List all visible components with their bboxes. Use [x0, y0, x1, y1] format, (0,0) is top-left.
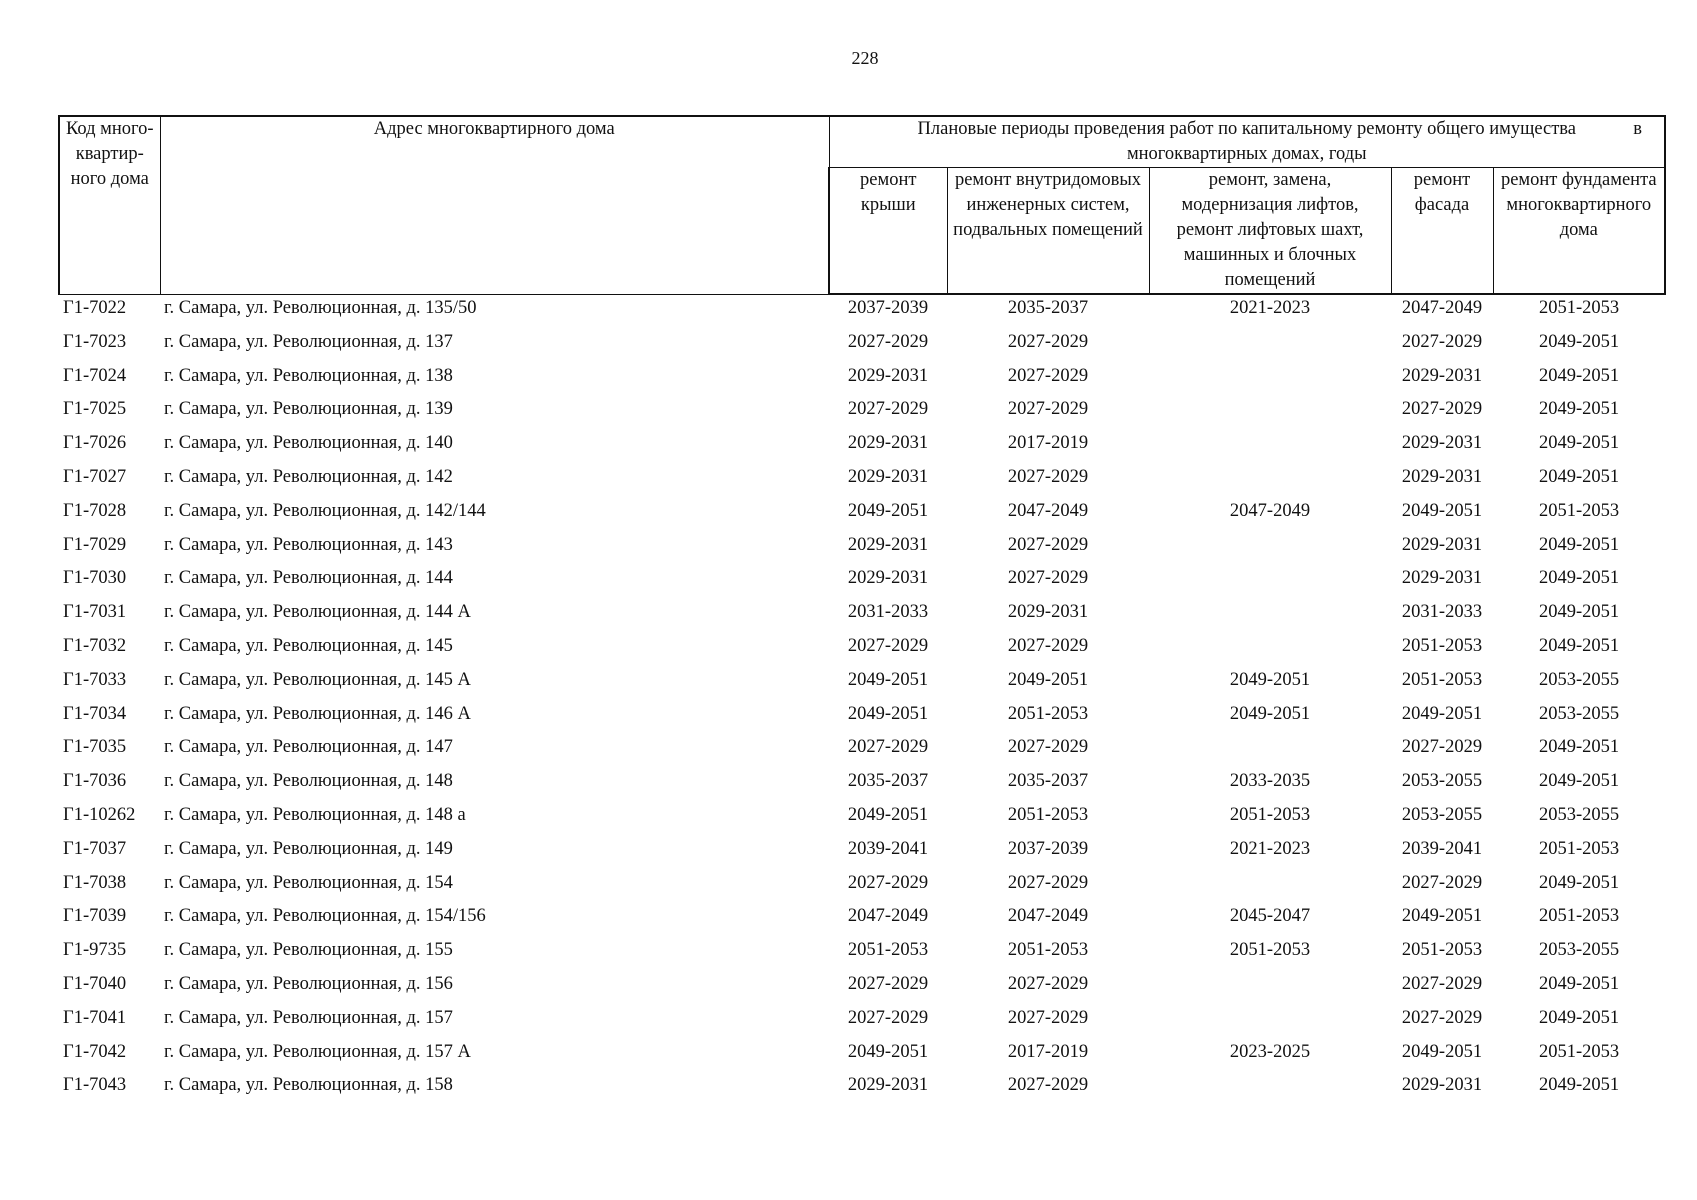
cell-foundation: 2049-2051	[1538, 1007, 1620, 1028]
cell-lifts	[1149, 396, 1391, 430]
cell-roof: 2049-2051	[847, 1041, 929, 1062]
table-row	[59, 768, 1665, 802]
cell-address: г. Самара, ул. Революционная, д. 135/50	[164, 297, 477, 318]
cell-address: г. Самара, ул. Революционная, д. 139	[164, 399, 453, 420]
cell-lifts	[1149, 532, 1391, 566]
table-row	[59, 430, 1665, 464]
cell-facade: 2049-2051	[1401, 703, 1483, 724]
cell-address: г. Самара, ул. Революционная, д. 142/144	[164, 500, 486, 521]
cell-lifts: 2049-2051	[1229, 703, 1311, 724]
cell-facade: 2029-2031	[1401, 1075, 1483, 1096]
cell-roof: 2049-2051	[847, 804, 929, 825]
cell-address: г. Самара, ул. Революционная, д. 146 А	[164, 703, 471, 724]
cell-lifts	[1149, 1072, 1391, 1106]
cell-code: Г1-7036	[63, 771, 127, 792]
cell-roof: 2029-2031	[847, 433, 929, 454]
cell-engineering: 2051-2053	[1007, 703, 1089, 724]
cell-code: Г1-7028	[63, 500, 127, 521]
cell-foundation: 2049-2051	[1538, 534, 1620, 555]
cell-facade: 2029-2031	[1401, 466, 1483, 487]
cell-address: г. Самара, ул. Революционная, д. 158	[164, 1075, 453, 1096]
cell-roof: 2029-2031	[847, 568, 929, 589]
cell-engineering: 2037-2039	[1007, 838, 1089, 859]
cell-facade: 2047-2049	[1401, 298, 1483, 318]
cell-engineering: 2027-2029	[1007, 568, 1089, 589]
cell-code: Г1-7025	[63, 399, 127, 420]
cell-foundation: 2049-2051	[1538, 872, 1620, 893]
cell-lifts	[1149, 430, 1391, 464]
table-row	[59, 802, 1665, 836]
cell-engineering: 2027-2029	[1007, 973, 1089, 994]
cell-code: Г1-7038	[63, 872, 127, 893]
table-row	[59, 565, 1665, 599]
cell-lifts	[1149, 1005, 1391, 1039]
cell-lifts	[1149, 870, 1391, 904]
cell-roof: 2027-2029	[847, 872, 929, 893]
cell-lifts: 2047-2049	[1229, 500, 1311, 521]
cell-address: г. Самара, ул. Революционная, д. 143	[164, 534, 453, 555]
table-row	[59, 633, 1665, 667]
cell-code: Г1-7024	[63, 365, 127, 386]
cell-address: г. Самара, ул. Революционная, д. 157 А	[164, 1041, 471, 1062]
cell-foundation: 2049-2051	[1538, 771, 1620, 792]
cell-facade: 2029-2031	[1401, 534, 1483, 555]
cell-address: г. Самара, ул. Революционная, д. 157	[164, 1007, 453, 1028]
cell-code: Г1-7031	[63, 602, 127, 623]
cell-engineering: 2017-2019	[1007, 1041, 1089, 1062]
cell-address: г. Самара, ул. Революционная, д. 140	[164, 433, 453, 454]
cell-roof: 2037-2039	[847, 298, 929, 318]
cell-roof: 2035-2037	[847, 771, 929, 792]
cell-foundation: 2051-2053	[1538, 500, 1620, 521]
cell-roof: 2027-2029	[847, 399, 929, 420]
cell-roof: 2027-2029	[847, 635, 929, 656]
cell-code: Г1-7027	[63, 466, 127, 487]
table-row	[59, 937, 1665, 971]
cell-facade: 2053-2055	[1401, 771, 1483, 792]
cell-code: Г1-7022	[63, 297, 127, 318]
cell-address: г. Самара, ул. Революционная, д. 155	[164, 940, 453, 961]
cell-facade: 2029-2031	[1401, 433, 1483, 454]
cell-engineering: 2035-2037	[1007, 298, 1089, 318]
table-row	[59, 1005, 1665, 1039]
cell-engineering: 2027-2029	[1007, 872, 1089, 893]
cell-lifts	[1149, 565, 1391, 599]
cell-roof: 2049-2051	[847, 669, 929, 690]
cell-foundation: 2049-2051	[1538, 973, 1620, 994]
cell-code: Г1-7040	[63, 973, 127, 994]
cell-engineering: 2051-2053	[1007, 804, 1089, 825]
cell-engineering: 2035-2037	[1007, 771, 1089, 792]
cell-lifts	[1149, 464, 1391, 498]
cell-lifts: 2023-2025	[1229, 1041, 1311, 1062]
header-periods	[829, 116, 1665, 168]
cell-roof: 2049-2051	[847, 500, 929, 521]
cell-facade: 2053-2055	[1401, 804, 1483, 825]
cell-facade: 2049-2051	[1401, 500, 1483, 521]
cell-foundation: 2049-2051	[1538, 602, 1620, 623]
cell-address: г. Самара, ул. Революционная, д. 145	[164, 635, 453, 656]
cell-address: г. Самара, ул. Революционная, д. 149	[164, 838, 453, 859]
cell-address: г. Самара, ул. Революционная, д. 138	[164, 365, 453, 386]
cell-lifts	[1149, 633, 1391, 667]
table-body	[59, 294, 1665, 1106]
cell-code: Г1-7030	[63, 568, 127, 589]
cell-foundation: 2049-2051	[1538, 568, 1620, 589]
cell-lifts: 2045-2047	[1229, 906, 1311, 927]
cell-code: Г1-7023	[63, 331, 127, 352]
header-engineering: ремонт внутридомовых инженерных систем, подвальных помещений	[947, 168, 1149, 295]
table-row	[59, 1072, 1665, 1106]
cell-facade: 2051-2053	[1401, 940, 1483, 961]
cell-code: Г1-7029	[63, 534, 127, 555]
header-foundation: ремонт фундамента многоквартирного дома	[1493, 168, 1665, 295]
cell-roof: 2027-2029	[847, 331, 929, 352]
table-row	[59, 599, 1665, 633]
cell-facade: 2049-2051	[1401, 906, 1483, 927]
cell-facade: 2029-2031	[1401, 568, 1483, 589]
table-row	[59, 836, 1665, 870]
cell-lifts: 2049-2051	[1229, 669, 1311, 690]
cell-foundation: 2053-2055	[1538, 703, 1620, 724]
cell-lifts: 2051-2053	[1229, 804, 1311, 825]
table-row	[59, 396, 1665, 430]
cell-foundation: 2049-2051	[1538, 737, 1620, 758]
cell-facade: 2027-2029	[1401, 1007, 1483, 1028]
cell-engineering: 2029-2031	[1007, 602, 1089, 623]
cell-lifts	[1149, 971, 1391, 1005]
cell-engineering: 2027-2029	[1007, 1075, 1089, 1096]
cell-foundation: 2049-2051	[1538, 433, 1620, 454]
cell-engineering: 2027-2029	[1007, 331, 1089, 352]
cell-facade: 2027-2029	[1401, 331, 1483, 352]
cell-code: Г1-7041	[63, 1007, 127, 1028]
cell-engineering: 2027-2029	[1007, 365, 1089, 386]
cell-roof: 2029-2031	[847, 1075, 929, 1096]
cell-lifts: 2051-2053	[1229, 940, 1311, 961]
cell-foundation: 2049-2051	[1538, 399, 1620, 420]
table-row	[59, 363, 1665, 397]
cell-code: Г1-10262	[63, 804, 136, 825]
cell-lifts: 2021-2023	[1229, 298, 1311, 318]
cell-code: Г1-7032	[63, 635, 127, 656]
cell-foundation: 2051-2053	[1538, 838, 1620, 859]
cell-address: г. Самара, ул. Революционная, д. 154/156	[164, 906, 486, 927]
cell-engineering: 2049-2051	[1007, 669, 1089, 690]
cell-address: г. Самара, ул. Революционная, д. 137	[164, 331, 453, 352]
cell-lifts	[1149, 329, 1391, 363]
cell-address: г. Самара, ул. Революционная, д. 148 а	[164, 804, 466, 825]
cell-address: г. Самара, ул. Революционная, д. 156	[164, 973, 453, 994]
cell-foundation: 2053-2055	[1538, 940, 1620, 961]
cell-foundation: 2051-2053	[1538, 906, 1620, 927]
cell-engineering: 2047-2049	[1007, 500, 1089, 521]
cell-code: Г1-7042	[63, 1041, 127, 1062]
cell-engineering: 2047-2049	[1007, 906, 1089, 927]
cell-address: г. Самара, ул. Революционная, д. 144	[164, 568, 453, 589]
table-row	[59, 329, 1665, 363]
cell-engineering: 2027-2029	[1007, 399, 1089, 420]
cell-foundation: 2051-2053	[1538, 298, 1620, 318]
table-row	[59, 903, 1665, 937]
table-row	[59, 734, 1665, 768]
cell-roof: 2029-2031	[847, 466, 929, 487]
table-row	[59, 498, 1665, 532]
cell-facade: 2027-2029	[1401, 399, 1483, 420]
cell-engineering: 2051-2053	[1007, 940, 1089, 961]
table-row	[59, 1039, 1665, 1073]
header-periods-tail: в	[1633, 119, 1643, 139]
cell-code: Г1-7026	[63, 433, 127, 454]
cell-foundation: 2053-2055	[1538, 669, 1620, 690]
cell-lifts: 2021-2023	[1229, 838, 1311, 859]
cell-foundation: 2049-2051	[1538, 1075, 1620, 1096]
cell-roof: 2049-2051	[847, 703, 929, 724]
header-facade: ремонт фасада	[1391, 168, 1493, 295]
cell-foundation: 2049-2051	[1538, 466, 1620, 487]
cell-address: г. Самара, ул. Революционная, д. 145 А	[164, 669, 471, 690]
cell-foundation: 2049-2051	[1538, 635, 1620, 656]
cell-code: Г1-9735	[63, 940, 127, 961]
header-address: Адрес многоквартирного дома	[160, 116, 829, 294]
cell-facade: 2027-2029	[1401, 737, 1483, 758]
table-row	[59, 464, 1665, 498]
cell-roof: 2027-2029	[847, 1007, 929, 1028]
table-row	[59, 701, 1665, 735]
cell-roof: 2027-2029	[847, 973, 929, 994]
cell-foundation: 2051-2053	[1538, 1041, 1620, 1062]
cell-roof: 2029-2031	[847, 365, 929, 386]
cell-engineering: 2027-2029	[1007, 534, 1089, 555]
cell-lifts	[1149, 363, 1391, 397]
cell-facade: 2039-2041	[1401, 838, 1483, 859]
cell-roof: 2051-2053	[847, 940, 929, 961]
cell-code: Г1-7037	[63, 838, 127, 859]
cell-address: г. Самара, ул. Революционная, д. 144 А	[164, 602, 471, 623]
capital-repair-table	[58, 115, 1666, 1106]
table-row	[59, 294, 1665, 329]
cell-roof: 2031-2033	[847, 602, 929, 623]
cell-address: г. Самара, ул. Революционная, д. 147	[164, 737, 453, 758]
cell-code: Г1-7033	[63, 669, 127, 690]
cell-foundation: 2049-2051	[1538, 365, 1620, 386]
cell-facade: 2051-2053	[1401, 669, 1483, 690]
cell-facade: 2031-2033	[1401, 602, 1483, 623]
header-lifts: ремонт, замена, модернизация лифтов, ремонт лифтовых шахт, машинных и блочных помещений	[1149, 168, 1391, 295]
cell-facade: 2051-2053	[1401, 635, 1483, 656]
cell-engineering: 2027-2029	[1007, 1007, 1089, 1028]
cell-code: Г1-7043	[63, 1075, 127, 1096]
page-number: 228	[851, 48, 879, 68]
cell-foundation: 2049-2051	[1538, 331, 1620, 352]
cell-roof: 2029-2031	[847, 534, 929, 555]
cell-facade: 2027-2029	[1401, 872, 1483, 893]
cell-roof: 2039-2041	[847, 838, 929, 859]
cell-address: г. Самара, ул. Революционная, д. 154	[164, 872, 453, 893]
cell-address: г. Самара, ул. Революционная, д. 148	[164, 771, 453, 792]
cell-roof: 2027-2029	[847, 737, 929, 758]
table-header	[59, 116, 1665, 294]
cell-engineering: 2027-2029	[1007, 737, 1089, 758]
header-periods-title-line2: многоквартирных домах, годы	[1126, 144, 1367, 164]
cell-lifts	[1149, 734, 1391, 768]
cell-foundation: 2053-2055	[1538, 804, 1620, 825]
cell-engineering: 2027-2029	[1007, 635, 1089, 656]
cell-lifts	[1149, 599, 1391, 633]
header-code: Код много-квартир-ного дома	[59, 116, 160, 294]
table-row	[59, 532, 1665, 566]
cell-lifts: 2033-2035	[1229, 771, 1311, 792]
table-row	[59, 870, 1665, 904]
header-periods-title: Плановые периоды проведения работ по капитальному ремонту общего имущества	[917, 119, 1576, 139]
header-roof: ремонт крыши	[829, 168, 947, 295]
cell-code: Г1-7039	[63, 906, 127, 927]
cell-code: Г1-7035	[63, 737, 127, 758]
table-row	[59, 667, 1665, 701]
cell-facade: 2049-2051	[1401, 1041, 1483, 1062]
cell-roof: 2047-2049	[847, 906, 929, 927]
table-row	[59, 971, 1665, 1005]
cell-engineering: 2027-2029	[1007, 466, 1089, 487]
cell-facade: 2029-2031	[1401, 365, 1483, 386]
cell-address: г. Самара, ул. Революционная, д. 142	[164, 466, 453, 487]
cell-code: Г1-7034	[63, 703, 127, 724]
cell-facade: 2027-2029	[1401, 973, 1483, 994]
cell-engineering: 2017-2019	[1007, 433, 1089, 454]
